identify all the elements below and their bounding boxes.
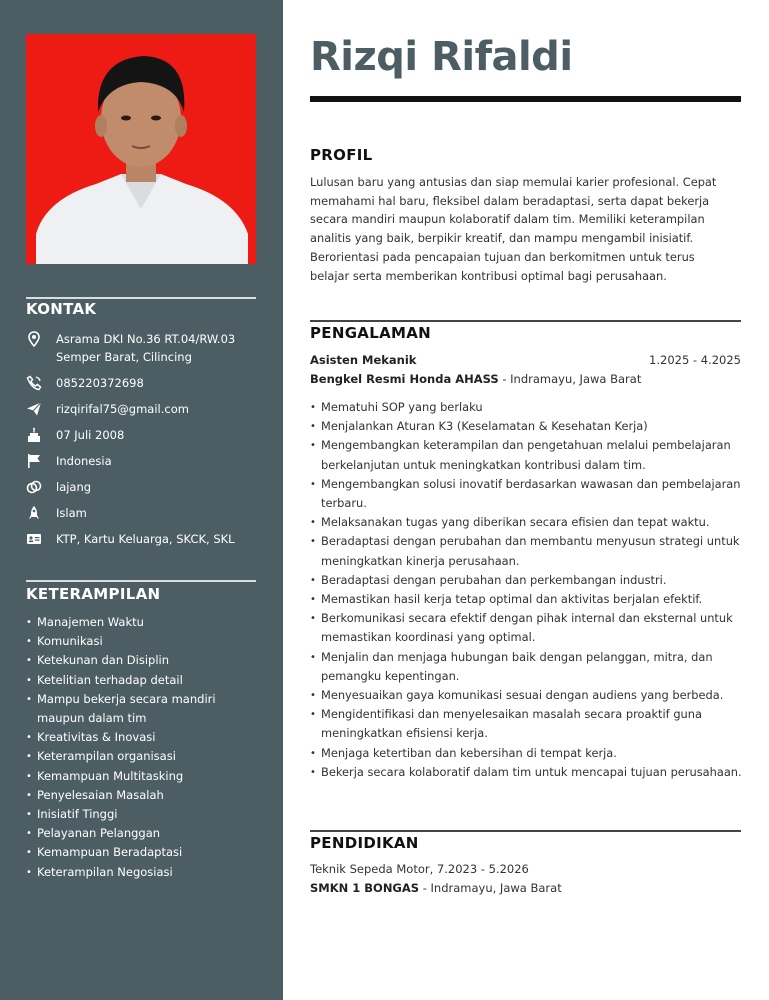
bullet: • — [310, 440, 316, 452]
skill-text: Kemampuan Beradaptasi — [37, 845, 183, 860]
bullet: • — [26, 789, 32, 801]
contact-divider — [26, 297, 256, 299]
duty-text: Mematuhi SOP yang berlaku — [321, 400, 483, 414]
skill-item — [26, 824, 266, 843]
documents-text: KTP, Kartu Keluarga, SKCK, SKL — [56, 532, 235, 546]
skill-item — [26, 632, 266, 651]
email-text: rizqirifal75@gmail.com — [56, 402, 189, 416]
skill-text: Manajemen Waktu — [37, 615, 144, 629]
contact-phone — [26, 374, 266, 392]
contact-religion — [26, 504, 266, 522]
bullet: • — [26, 732, 32, 744]
duty-item — [310, 648, 742, 686]
skill-text: Pelayanan Pelanggan — [37, 826, 161, 841]
duty-text: Beradaptasi dengan perubahan dan perkembangan industri. — [321, 572, 667, 587]
nationality-text: Indonesia — [56, 454, 112, 468]
skill-text: Keterampilan Negosiasi — [37, 864, 173, 879]
job-company-line — [310, 372, 641, 386]
location-pin-icon — [26, 331, 42, 347]
job-title: Asisten Mekanik — [310, 353, 417, 367]
bullet: • — [310, 651, 316, 663]
education-heading: PENDIDIKAN — [310, 834, 419, 852]
duty-text: Menjalankan Aturan K3 (Keselamatan & Kesehatan Kerja) — [321, 419, 648, 434]
skill-text: Kemampuan Multitasking — [37, 768, 184, 783]
bullet: • — [310, 536, 316, 548]
duty-text: Mengembangkan solusi inovatif berdasarkan wawasan dan pembelajaran terbaru. — [321, 476, 741, 511]
skill-text: Ketelitian terhadap detail — [37, 672, 183, 687]
sidebar — [0, 0, 283, 1000]
contact-marital-status — [26, 478, 266, 496]
duty-text: Menyesuaikan gaya komunikasi sesuai dengan audiens yang berbeda. — [321, 688, 724, 703]
skill-item — [26, 863, 266, 882]
religion-text: Islam — [56, 506, 87, 520]
bullet: • — [310, 574, 316, 586]
duty-text: Mengidentifikasi dan menyelesaikan masalah secara proaktif guna meningkatkan efisiensi kerja. — [321, 707, 702, 741]
education-divider — [310, 830, 741, 832]
contact-address — [26, 330, 266, 366]
candidate-name: Rizqi Rifaldi — [310, 34, 573, 80]
contact-birthdate — [26, 426, 266, 444]
skills-list — [26, 613, 266, 882]
education-program: Teknik Sepeda Motor, 7.2023 - 5.2026 — [310, 862, 529, 876]
bullet: • — [26, 809, 32, 821]
duty-item — [310, 686, 742, 705]
address-text: Asrama DKI No.36 RT.04/RW.03 Semper Barat, Cilincing — [56, 332, 236, 364]
bullet: • — [26, 655, 32, 667]
skill-text: Kreativitas & Inovasi — [37, 730, 156, 745]
bullet: • — [26, 770, 32, 782]
duty-item — [310, 763, 742, 782]
bullet: • — [310, 709, 316, 721]
company-location: - Indramayu, Jawa Barat — [498, 372, 642, 386]
duty-item — [310, 744, 742, 763]
bullet: • — [310, 613, 316, 625]
bullet: • — [26, 674, 32, 686]
bullet: • — [310, 478, 316, 490]
experience-heading: PENGALAMAN — [310, 324, 431, 342]
duty-item — [310, 513, 742, 532]
marital-status-text: lajang — [56, 480, 92, 494]
skill-item — [26, 690, 266, 728]
duty-item — [310, 417, 742, 436]
rings-icon — [26, 479, 42, 495]
duty-item — [310, 436, 742, 474]
name-underline — [310, 96, 741, 102]
skills-divider — [26, 580, 256, 582]
person-photo-illustration — [26, 34, 256, 264]
skill-item — [26, 767, 266, 786]
skill-text: Inisiatif Tinggi — [37, 807, 118, 822]
bullet: • — [310, 402, 316, 413]
birthday-cake-icon — [26, 427, 42, 443]
phone-icon — [26, 375, 42, 391]
skill-item — [26, 843, 266, 862]
school-location: - Indramayu, Jawa Barat — [419, 881, 562, 895]
duty-text: Beradaptasi dengan perubahan dan membantu menyusun strategi untuk meningkatkan kinerja perusahaan. — [321, 534, 740, 568]
duty-item — [310, 705, 742, 743]
skill-item — [26, 613, 266, 632]
bullet: • — [26, 866, 32, 878]
duty-text: Memastikan hasil kerja tetap optimal dan aktivitas berjalan efektif. — [321, 592, 703, 607]
duty-text: Mengembangkan keterampilan dan pengetahuan melalui pembelajaran berkelanjutan untuk meningkatkan kontribusi dalam tim. — [321, 438, 731, 472]
skills-heading: KETERAMPILAN — [26, 585, 161, 603]
skill-item — [26, 805, 266, 824]
school-name: SMKN 1 BONGAS — [310, 881, 420, 895]
bullet: • — [310, 766, 316, 778]
bullet: • — [26, 828, 32, 840]
bullet: • — [310, 517, 316, 529]
phone-text: 085220372698 — [56, 376, 144, 390]
skill-text: Komunikasi — [37, 634, 103, 649]
bullet: • — [310, 421, 316, 433]
flag-icon — [26, 453, 42, 469]
duty-text: Menjalin dan menjaga hubungan baik dengan pelanggan, mitra, dan pemangku kepentingan. — [321, 649, 713, 683]
skill-text: Keterampilan organisasi — [37, 749, 176, 764]
id-card-icon — [26, 531, 42, 547]
contact-email — [26, 400, 266, 418]
bullet: • — [26, 636, 32, 648]
duty-item — [310, 532, 742, 570]
bullet: • — [310, 594, 316, 606]
duty-item — [310, 609, 742, 647]
duty-item — [310, 398, 742, 417]
send-icon — [26, 401, 42, 417]
skill-text: Mampu bekerja secara mandiri maupun dalam tim — [37, 691, 216, 726]
profile-text: Lulusan baru yang antusias dan siap memulai karier profesional. Cepat memahami hal baru, fleksibel dalam beradaptasi, serta dapat bekerja secara mandiri maupun kolaboratif dalam tim. Memiliki keterampilan analitis yang baik, berpikir kreatif, dan mampu mengambil inisiatif. Berorientasi pada pencapaian tujuan dan berkomitmen untuk terus belajar serta memberikan kontribusi optimal bagi perusahaan. — [310, 175, 717, 283]
duty-item — [310, 475, 742, 513]
duty-item — [310, 571, 742, 590]
rocket-icon — [26, 505, 42, 521]
skill-item — [26, 671, 266, 690]
contact-documents — [26, 530, 266, 548]
duty-text: Bekerja secara kolaboratif dalam tim untuk mencapai tujuan perusahaan. — [321, 764, 742, 779]
skill-item — [26, 747, 266, 766]
contact-list — [26, 330, 266, 556]
skill-item — [26, 786, 266, 805]
company-name: Bengkel Resmi Honda AHASS — [310, 372, 499, 386]
duties-list — [310, 398, 742, 782]
contact-nationality — [26, 452, 266, 470]
profile-photo — [26, 34, 256, 264]
birthdate-text: 07 Juli 2008 — [56, 428, 125, 442]
job-date: 1.2025 - 4.2025 — [649, 353, 741, 367]
skill-text: Penyelesaian Masalah — [37, 787, 164, 802]
experience-divider — [310, 320, 741, 322]
education-school-line — [310, 881, 562, 895]
bullet: • — [26, 693, 32, 705]
skill-item — [26, 728, 266, 747]
bullet: • — [26, 847, 32, 859]
bullet: • — [26, 751, 32, 763]
contact-heading: KONTAK — [26, 300, 97, 318]
skill-item — [26, 651, 266, 670]
duty-text: Berkomunikasi secara efektif dengan pihak internal dan eksternal untuk memastikan koordinasi yang optimal. — [321, 611, 733, 645]
bullet: • — [26, 617, 32, 628]
bullet: • — [310, 690, 316, 702]
duty-text: Menjaga ketertiban dan kebersihan di tempat kerja. — [321, 745, 617, 760]
bullet: • — [310, 747, 316, 759]
profile-heading: PROFIL — [310, 146, 373, 164]
duty-text: Melaksanakan tugas yang diberikan secara efisien dan tepat waktu. — [321, 515, 710, 530]
duty-item — [310, 590, 742, 609]
skill-text: Ketekunan dan Disiplin — [37, 653, 170, 668]
